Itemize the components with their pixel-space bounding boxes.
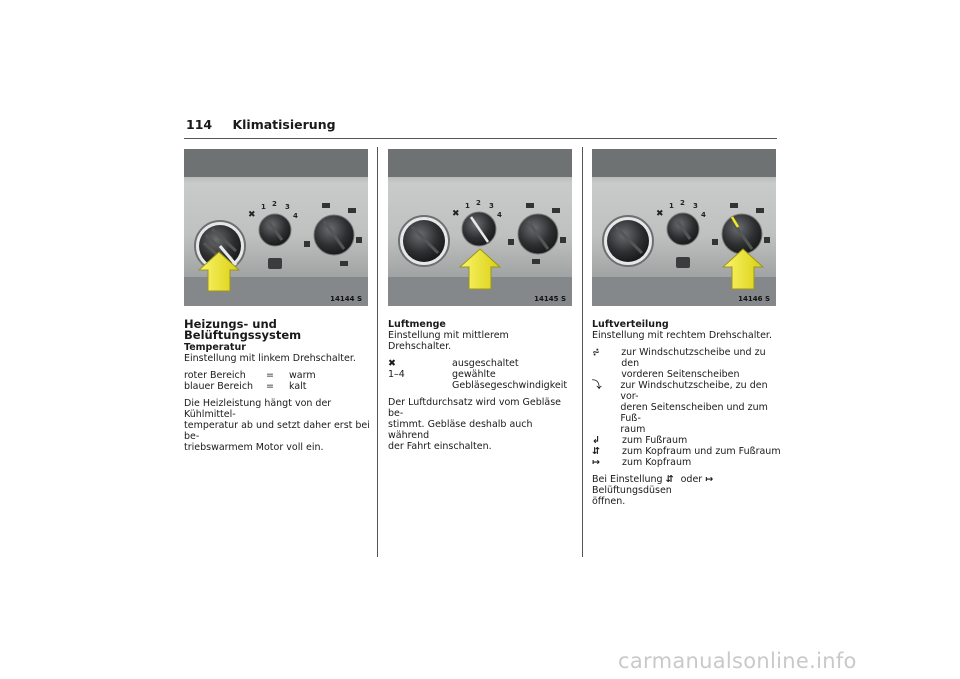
column-temperature xyxy=(184,319,370,453)
svg-text:✖: ✖ xyxy=(452,209,460,219)
subheading-temperature: Temperatur xyxy=(184,342,246,353)
header-rule xyxy=(184,138,777,139)
column-divider-1 xyxy=(377,147,378,557)
svg-text:2: 2 xyxy=(476,199,481,207)
paragraph-line: Der Luftdurchsatz wird vom Gebläse be- xyxy=(388,397,562,419)
section-heading: Heizungs- und Belüftungssystem xyxy=(184,317,302,342)
svg-text:1: 1 xyxy=(669,202,674,210)
fan-speed-row: 1–4 gewählte Gebläsegeschwindigkeit xyxy=(388,369,568,391)
distribution-row-windscreen: ⩫ zur Windschutzscheibe und zu den vorderen Seitenscheiben xyxy=(592,347,766,380)
figure-temperature-knob xyxy=(184,149,368,306)
heater-panel-illustration-1 xyxy=(184,149,368,306)
paragraph-line: Die Heizleistung hängt von der Kühlmittel- xyxy=(184,398,332,420)
figure-code: 14146 S xyxy=(738,295,770,303)
figure-air-distribution-knob xyxy=(592,149,776,306)
windscreen-defrost-icon: ⩫ xyxy=(592,347,600,358)
column-fan-speed xyxy=(388,319,574,452)
distribution-row-windscreen-footwell: ⤵ zur Windschutzscheibe, zu den vor- deren Seitenscheiben und zum Fuß- raum xyxy=(592,380,768,435)
distribution-row-head-footwell: ⇵ zum Kopfraum und zum Fußraum xyxy=(592,446,781,457)
svg-text:1: 1 xyxy=(261,203,266,211)
heater-panel-illustration-3 xyxy=(592,149,776,306)
svg-text:4: 4 xyxy=(293,212,298,220)
windscreen-footwell-icon: ⤵ xyxy=(592,380,602,391)
distribution-row-footwell: ↲ zum Fußraum xyxy=(592,435,688,446)
svg-text:✖: ✖ xyxy=(248,210,256,220)
head-vent-icon: ↦ xyxy=(705,474,714,485)
page-header xyxy=(186,117,336,132)
paragraph-line: öffnen. xyxy=(592,496,626,507)
paragraph-line: der Fahrt einschalten. xyxy=(388,441,492,452)
paragraph-line: temperatur ab und setzt daher erst bei be- xyxy=(184,420,370,442)
figure-code: 14144 S xyxy=(330,295,362,303)
fan-off-row: ✖ ausgeschaltet xyxy=(388,358,519,369)
distribution-row-head: ↦ zum Kopfraum xyxy=(592,457,692,468)
svg-text:3: 3 xyxy=(489,202,494,210)
svg-text:2: 2 xyxy=(272,200,277,208)
svg-text:✖: ✖ xyxy=(656,209,664,219)
head-footwell-icon: ⇵ xyxy=(665,474,674,485)
fan-off-icon: ✖ xyxy=(388,358,396,369)
column-divider-2 xyxy=(582,147,583,557)
subheading-air-distribution: Luftverteilung xyxy=(592,319,669,330)
definition-row-cold: blauer Bereich = kalt xyxy=(184,381,307,392)
head-vent-icon: ↦ xyxy=(592,457,600,468)
head-footwell-icon: ⇵ xyxy=(592,446,600,457)
paragraph-line: triebswarmem Motor voll ein. xyxy=(184,442,324,453)
subheading-air-volume: Luftmenge xyxy=(388,319,446,330)
svg-text:1: 1 xyxy=(465,202,470,210)
svg-text:4: 4 xyxy=(701,211,706,219)
svg-text:2: 2 xyxy=(680,199,685,207)
intro-text: Einstellung mit linkem Drehschalter. xyxy=(184,353,356,364)
svg-text:3: 3 xyxy=(693,202,698,210)
figure-fan-knob xyxy=(388,149,572,306)
svg-text:4: 4 xyxy=(497,211,502,219)
column-air-distribution xyxy=(592,319,782,507)
intro-text: Einstellung mit mittlerem Drehschalter. xyxy=(388,330,509,352)
intro-text: Einstellung mit rechtem Drehschalter. xyxy=(592,330,772,341)
vents-paragraph: Bei Einstellung ⇵ oder ↦ Belüftungsdüsen xyxy=(592,474,782,496)
watermark: carmanualsonline.info xyxy=(618,649,857,673)
section-title: Klimatisierung xyxy=(232,117,336,132)
footwell-icon: ↲ xyxy=(592,435,600,446)
figure-code: 14145 S xyxy=(534,295,566,303)
page-number: 114 xyxy=(186,117,213,132)
svg-text:3: 3 xyxy=(285,203,290,211)
paragraph-line: stimmt. Gebläse deshalb auch während xyxy=(388,419,533,441)
definition-row-warm: roter Bereich = warm xyxy=(184,370,316,381)
heater-panel-illustration-2 xyxy=(388,149,572,306)
